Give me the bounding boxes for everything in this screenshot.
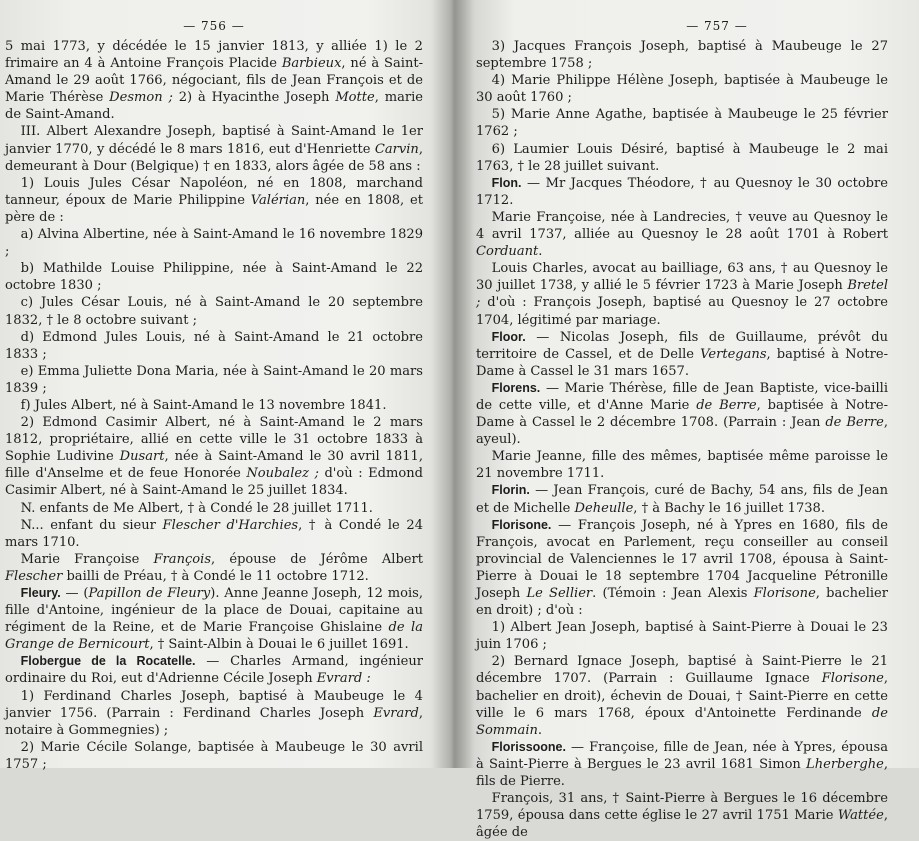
paragraph [5, 175, 423, 226]
paragraph [5, 688, 423, 739]
page-body [476, 38, 888, 841]
entry-paragraph [476, 380, 888, 448]
italic-name: Valérian [250, 192, 306, 208]
entry-heading: Florissoone. [491, 739, 566, 754]
italic-name: Lherberghe [806, 756, 884, 772]
page-body [5, 38, 423, 773]
italic-name: Flescher [5, 568, 63, 584]
paragraph [5, 226, 423, 260]
italic-name: Florisone [753, 586, 816, 601]
text-run: 3) Jacques François Joseph, baptisé à Maubeuge le 27 septembre 1758 ; [476, 39, 888, 72]
text-run: d'où : Edmond Casimir Albert, né à Saint-Amand le 25 juillet 1834. [5, 466, 423, 499]
italic-name: de Berre [696, 397, 757, 413]
italic-name: François [153, 551, 212, 567]
right-page [476, 14, 889, 841]
italic-name: Florisone [821, 671, 884, 687]
paragraph [5, 551, 423, 585]
text-run: III. Albert Alexandre Joseph, baptisé à Saint-Amand le 1er janvier 1770, y décédé le 8 mars 1816, eut d'Henriette [5, 124, 423, 157]
text-run: , baptisée à Notre-Dame à Cassel le 2 décembre 1708. (Parrain : Jean [476, 397, 888, 431]
paragraph [476, 260, 888, 328]
paragraph [5, 414, 423, 499]
text-run: a) Alvina Albertine, née à Saint-Amand le 16 novembre 1829 ; [5, 227, 423, 260]
entry-paragraph [476, 739, 888, 790]
entry-heading: Flon. [491, 175, 522, 190]
text-run: f) Jules Albert, né à Saint-Amand le 13 novembre 1841. [20, 397, 387, 413]
text-run: 2) Marie Cécile Solange, baptisée à Maubeuge le 30 avril 1757 ; [5, 739, 423, 772]
entry-heading: Floor. [491, 329, 526, 344]
text-run: . [538, 244, 543, 260]
paragraph [5, 500, 423, 517]
italic-name: Evrard : [316, 671, 371, 687]
text-run: — Mr Jacques Théodore, † au Quesnoy le 30 octobre 1712. [476, 175, 888, 208]
entry-heading: Florens. [491, 380, 541, 395]
paragraph [476, 106, 888, 140]
text-run: , née en 1808, et père de : [5, 192, 423, 225]
text-run: 5) Marie Anne Agathe, baptisée à Maubeuge le 25 février 1762 ; [476, 107, 888, 140]
text-run: , âgée de [476, 808, 888, 841]
italic-name: Bretel ; [476, 278, 888, 311]
text-run: , fils de Pierre. [476, 756, 888, 790]
text-run: d) Edmond Jules Louis, né à Saint-Amand le 21 octobre 1833 ; [5, 329, 423, 362]
paragraph [476, 653, 888, 738]
text-run: e) Emma Juliette Dona Maria, née à Saint-Amand le 20 mars 1839 ; [5, 363, 423, 396]
italic-name: Barbieux [281, 56, 342, 72]
text-run: François, 31 ans, † Saint-Pierre à Bergues le 16 décembre 1759, épousa dans cette église le 27 avril 1751 Marie [476, 791, 888, 824]
entry-paragraph [476, 517, 888, 620]
entry-heading: Flobergue de la Rocatelle. [20, 654, 196, 669]
italic-name: de Berre [825, 415, 884, 431]
text-run: Marie Françoise [20, 551, 154, 567]
page-number: — 756 — [183, 19, 245, 33]
italic-name: Corduant [476, 244, 539, 260]
text-run: 1) Albert Jean Joseph, baptisé à Saint-Pierre à Douai le 23 juin 1706 ; [476, 620, 888, 653]
italic-name: Dusart [119, 449, 165, 465]
book-gutter [430, 0, 475, 768]
text-run: b) Mathilde Louise Philippine, née à Saint-Amand le 22 octobre 1830 ; [5, 261, 423, 294]
entry-heading: Florisone. [491, 517, 552, 532]
italic-name: Evrard [373, 705, 419, 721]
text-run: Louis Charles, avocat au bailliage, 63 ans, † au Quesnoy le 30 juillet 1738, y allié le 5 février 1723 à Marie Joseph [476, 261, 888, 294]
paragraph [476, 619, 888, 653]
text-run: 1) Ferdinand Charles Joseph, baptisé à Maubeuge le 4 janvier 1756. (Parrain : Ferdinand Charles Joseph [5, 688, 423, 721]
italic-name: Papillon de Fleury [88, 586, 211, 601]
text-run: , baptisé à Notre-Dame à Cassel le 31 mars 1657. [476, 346, 889, 379]
text-run: 1) Louis Jules César Napoléon, né en 1808, marchand tanneur, époux de Marie Philippine [5, 175, 423, 208]
paragraph [5, 123, 423, 174]
paragraph [5, 260, 423, 294]
text-run: , bachelier en droit) ; d'où : [476, 586, 888, 619]
entry-paragraph [476, 482, 888, 516]
text-run: N. enfants de Me Albert, † à Condé le 28 juillet 1711. [20, 500, 373, 516]
text-run: , † Saint-Albin à Douai le 6 juillet 1691. [149, 637, 409, 653]
entry-paragraph [5, 585, 423, 653]
text-run: — Françoise, fille de Jean, née à Ypres, épousa à Saint-Pierre à Bergues le 23 avril 1681 Simon [476, 739, 888, 772]
text-run: , née à Saint-Amand le 30 avril 1811, fille d'Anselme et de feue Honorée [5, 449, 423, 482]
paragraph [5, 38, 423, 123]
text-run: Marie Jeanne, fille des mêmes, baptisée même paroisse le 21 novembre 1711. [476, 449, 888, 482]
paragraph [476, 448, 888, 482]
text-run: Marie Françoise, née à Landrecies, † veuve au Quesnoy le 4 avril 1737, alliée au Quesnoy le 28 août 1701 à Robert [476, 209, 888, 243]
text-run: 5 mai 1773, y décédée le 15 janvier 1813, y alliée 1) le 2 frimaire an 4 à Antoine François Placide [5, 39, 423, 72]
text-run: , † à Bachy le 16 juillet 1738. [633, 500, 825, 516]
text-run: — Marie Thérèse, fille de Jean Baptiste, vice-bailli de cette ville, et d'Anne Marie [476, 380, 888, 413]
text-run: 2) à Hyacinthe Joseph [172, 90, 336, 106]
text-run: — ( [60, 586, 89, 601]
text-run: , notaire à Gommegnies) ; [5, 705, 423, 738]
text-run: — Charles Armand, ingénieur ordinaire du Roi, eut d'Adrienne Cécile Joseph [5, 654, 424, 687]
text-run: , épouse de Jérôme Albert [211, 551, 423, 567]
text-run: 2) Bernard Ignace Joseph, baptisé à Saint-Pierre le 21 décembre 1707. (Parrain : Guillaume Ignace [476, 654, 888, 687]
paragraph [476, 790, 888, 841]
italic-name: de la Grange de Bernicourt [5, 620, 423, 653]
entry-paragraph [476, 175, 888, 209]
text-run: 2) Edmond Casimir Albert, né à Saint-Amand le 2 mars 1812, propriétaire, allié en cette ville le 31 octobre 1833 à Sophie Ludivine [5, 415, 423, 465]
page-number: — 757 — [686, 19, 748, 33]
text-run: . [537, 722, 543, 738]
text-run: 4) Marie Philippe Hélène Joseph, baptisée à Maubeuge le 30 août 1760 ; [476, 73, 888, 106]
text-run: — Jean François, curé de Bachy, 54 ans, fils de Jean et de Michelle [476, 483, 888, 516]
text-run: , bachelier en droit), échevin de Douai, † Saint-Pierre en cette ville le 6 mars 1768, époux d'Antoinette Ferdinande [476, 671, 888, 721]
paragraph [5, 329, 423, 363]
text-run: c) Jules César Louis, né à Saint-Amand le 20 septembre 1832, † le 8 octobre suivant ; [5, 295, 423, 328]
entry-paragraph [5, 653, 423, 687]
text-run: d'où : François Joseph, baptisé au Quesnoy le 27 octobre 1704, légitimé par mariage. [476, 295, 888, 328]
left-page [5, 14, 424, 772]
paragraph [476, 209, 888, 260]
paragraph [476, 72, 888, 106]
italic-name: Le Sellier [526, 586, 593, 601]
text-run: ). Anne Jeanne Joseph, 12 mois, fille d'Antoine, ingénieur de la place de Douai, capitaine au régiment de la Reine, et de Marie Françoise Ghislaine [5, 586, 423, 636]
paragraph [476, 38, 888, 72]
text-run: — François Joseph, né à Ypres en 1680, fils de François, avocat en Parlement, reçu conseiller au conseil provincial de Valenciennes le 17 avril 1708, épousa à Saint-Pierre à Douai le 18 septembre 1704 Jacqueline Pétronille Joseph [476, 517, 888, 601]
paragraph [5, 739, 423, 773]
italic-name: Noubalez ; [246, 466, 319, 482]
text-run: , demeurant à Dour (Belgique) † en 1833, alors âgée de 58 ans : [5, 141, 423, 174]
text-run: . (Témoin : Jean Alexis [592, 586, 754, 601]
paragraph [5, 294, 423, 328]
text-run: 6) Laumier Louis Désiré, baptisé à Maubeuge le 2 mai 1763, † le 28 juillet suivant. [476, 141, 888, 174]
entry-heading: Florin. [491, 483, 530, 498]
italic-name: Flescher d'Harchies [162, 517, 299, 533]
italic-name: de Sommain [476, 705, 888, 738]
italic-name: Deheulle [574, 500, 634, 516]
paragraph [5, 363, 423, 397]
paragraph [476, 141, 888, 175]
italic-name: Motte [335, 90, 375, 106]
italic-name: Carvin [374, 141, 419, 157]
text-run: , † à Condé le 24 mars 1710. [5, 517, 423, 550]
text-run: bailli de Préau, † à Condé le 11 octobre 1712. [62, 568, 369, 584]
paragraph [5, 397, 423, 414]
italic-name: Wattée [837, 808, 884, 824]
text-run: , ayeul). [476, 415, 888, 448]
text-run: , marie de Saint-Amand. [5, 90, 424, 123]
text-run: — Nicolas Joseph, fils de Guillaume, prévôt du territoire de Cassel, et de Delle [476, 329, 888, 362]
italic-name: Vertegans [700, 346, 767, 362]
italic-name: Desmon ; [109, 90, 173, 106]
paragraph [5, 517, 423, 551]
text-run: N... enfant du sieur [20, 517, 163, 533]
entry-heading: Fleury. [20, 586, 61, 600]
entry-paragraph [476, 329, 888, 380]
text-run: , né à Saint-Amand le 29 août 1766, négociant, fils de Jean François et de Marie Thérèse [5, 56, 423, 106]
